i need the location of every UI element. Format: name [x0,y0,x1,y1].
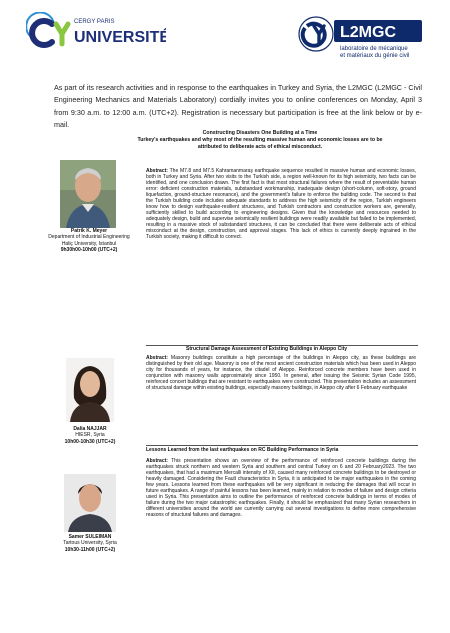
talk-2-abstract-text: Masonry buildings constitute a high percentage of the buildings in Aleppo city, as these buildings are distinguished by their old age. Masonry is one of the most ancient construction materials which has been used in Aleppo city for thousands of years, for instance, the citadel of Aleppo. Reinforced concrete members have been used in conjunction with masonry walls approximately since 1950. In general, after issuing the Seismic Syrian Code 1995, reinforced concert buildings that are resistant to earthquakes were constructed. This presentation includes an assessment of structural damage within existing buildings, especially masonry buildings, in Aleppo city after 6 February earthquake [146,355,416,391]
talk-3-title: Lessons Learned from the last earthquakes on RC Building Performance in Syria [146,447,339,453]
speaker-2-time: 10h00-10h30 (UTC+2) [64,438,116,445]
talk-1-abstract [146,168,416,240]
speaker-2-photo [66,358,114,422]
l2mgc-logo-name: L2MGC [340,24,396,41]
speaker-1-university: Haliç University, Istanbul [61,240,117,247]
talk-1-title [128,130,392,151]
l2mgc-logo [290,12,426,62]
l2mgc-logo-sub2: et matériaux du génie civil [340,53,410,59]
speaker-3-name: Samer SULEIMAN [68,534,112,540]
talk-3-abstract-label: Abstract: [146,458,168,464]
speaker-3-time: 10h30-11h00 (UTC+2) [64,546,116,553]
speaker-2-name: Dalia NAJJAR [73,426,107,432]
talk-3-divider [146,445,418,446]
talk-2-abstract [146,355,416,391]
speaker-1-department: Department of Industrial Engineering [48,234,130,241]
cy-logo-word: UNIVERSITÉ [74,29,166,46]
talk-1-abstract-label: Abstract: [146,168,168,174]
talk-2-title: Structural Damage Assessment of Existing Buildings in Aleppo City [186,346,348,352]
talk-3-abstract [146,458,416,518]
speaker-3-photo [64,474,116,532]
speaker-1-info [34,228,144,254]
speaker-1-time: 9h30h00-10h00 (UTC+2) [60,247,118,254]
l2mgc-logo-sub1: laboratoire de mécanique [340,46,408,52]
cy-logo-top-text: CERGY PARIS [74,19,115,25]
speaker-1-photo [60,160,116,228]
talk-1-abstract-text: The M7.8 and M7.5 Kahramanmaraş earthquake sequence resulted in massive human and economic losses, both in Turkey and Syria. After two visits to the Turkish side, a region well-known for its high seismicity, two facts can be identified, and one conclusion drawn. The first fact is that most structural failures where the result of preventable human error: deficient construction materials, substandard workmanship, inadequate design (short-column, soft-story, ground liquefaction, ground-structure resonance), and the government's failure to enforce the building code. The second is that the Turkish building code includes adequate standards to address the high seismicity of the region, Turkish engineers know how to design earthquake-resilient structures, and Turkish contractors and construction workers are, generally, sufficiently skilled to build according to engineering designs. Given that the knowledge and resources needed to adequately design, build and supervise seismically resilient buildings were readily available but failed to be implemented, resulting in a massive stock of substandard structures, it can be concluded that there were deliberate acts of ethical misconduct at the design, construction, and approval stages. This lack of ethics is currently deeply ingrained in the Turkish society, making it difficult to correct. [146,168,416,240]
talk-1-title-line2: Turkey's earthquakes and why most of the resulting massive human and economic losses are to be attributed to deliberate acts of ethical misconduct. [137,137,383,150]
talk-2-abstract-label: Abstract: [146,355,168,361]
talk-1-title-line1: Constructing Disasters One Building at a Time [202,130,318,136]
intro-paragraph: As part of its research activities and in response to the earthquakes in Turkey and Syria, the L2MGC (L2MGC - Civil Engineering Mechanics and Materials Laboratory) cordially invites you to online conferences on Monday, April 3 from 9:30 a.m. to 12:00 a.m. (UTC+2). Registration is necessary but participation is free at the link below or by e-mail. [54,83,422,129]
cy-university-logo [26,12,166,52]
speaker-3-info [40,534,140,553]
speaker-1-name: Patrik K. Meyer [70,228,108,234]
speaker-3-affiliation: Tartous University, Syria [63,540,117,547]
speaker-2-affiliation: HIESR, Syria [75,432,105,439]
talk-3-abstract-text: This presentation shows an overview of the performance of reinforced concrete buildings during the earthquakes struck northern and western Syria and southern and central Turkey on 6 and 20 February2023. The two earthquakes, that had a maximum Mercalli intensity of XII, caused many reinforced concrete buildings to be destroyed or heavily damaged. Considering the Fault characteristics in Syria, it is anticipated to be major earthquakes in the coming few years. Lessons learned from these earthquakes will be very significant in reducing the damages that will occur in future earthquakes. A range of painful lessons has been learned, mainly in relation to modes of failure and design criteria used in Syria. This presentation aims to outline the performance of reinforced concrete buildings in terms of modes of failure during the two major catastrophic earthquakes. Finally, it should be emphasized that many Syrian researchers in different universities around the world are currently carrying out several investigations to define more comprehensive reasons of structural failures and damages. [146,458,417,518]
speaker-2-info [40,426,140,445]
